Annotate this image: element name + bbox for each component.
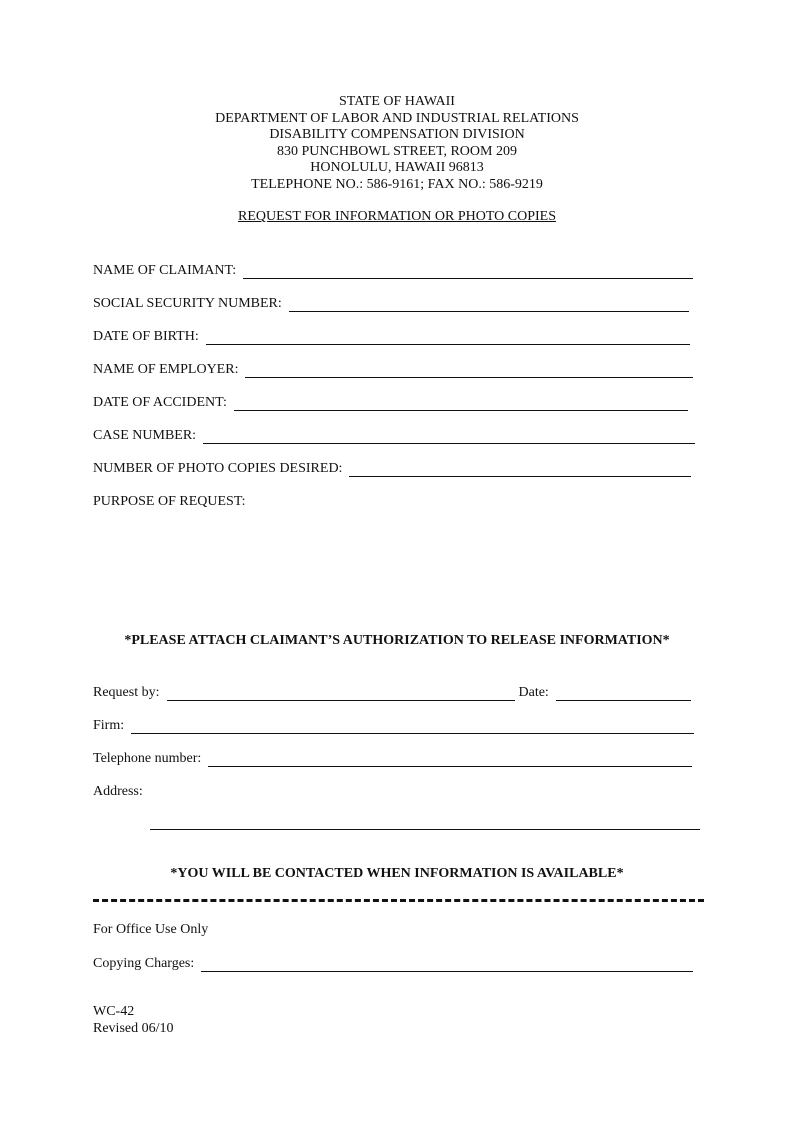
address-label: Address: bbox=[93, 784, 143, 799]
photo-copies-label: NUMBER OF PHOTO COPIES DESIRED: bbox=[93, 461, 343, 476]
contact-notice: *YOU WILL BE CONTACTED WHEN INFORMATION IS AVAILABLE* bbox=[170, 866, 624, 881]
ssn-label: SOCIAL SECURITY NUMBER: bbox=[93, 296, 282, 311]
purpose-row bbox=[93, 493, 246, 510]
photo-copies-row bbox=[93, 460, 691, 477]
address-row bbox=[93, 783, 143, 800]
date-of-birth-label: DATE OF BIRTH: bbox=[93, 329, 199, 344]
date-of-accident-field[interactable] bbox=[234, 396, 688, 411]
name-of-claimant-label: NAME OF CLAIMANT: bbox=[93, 263, 237, 278]
firm-label: Firm: bbox=[93, 718, 125, 733]
firm-row bbox=[93, 717, 694, 734]
case-number-label: CASE NUMBER: bbox=[93, 428, 197, 443]
case-number-row bbox=[93, 427, 695, 444]
date-label: Date: bbox=[518, 685, 549, 700]
header-city: HONOLULU, HAWAII 96813 bbox=[310, 160, 484, 175]
name-of-employer-row bbox=[93, 361, 693, 378]
agency-header bbox=[0, 94, 794, 193]
cut-line-divider bbox=[93, 899, 704, 902]
copying-charges-field[interactable] bbox=[201, 957, 693, 972]
header-street: 830 PUNCHBOWL STREET, ROOM 209 bbox=[277, 143, 517, 159]
name-of-claimant-row bbox=[93, 262, 693, 279]
date-of-birth-field[interactable] bbox=[206, 330, 690, 345]
request-by-row bbox=[93, 684, 691, 701]
ssn-field[interactable] bbox=[289, 297, 689, 312]
address-line-row bbox=[150, 815, 700, 830]
form-id: WC-42 bbox=[93, 1004, 135, 1019]
date-of-accident-label: DATE OF ACCIDENT: bbox=[93, 395, 227, 410]
header-division: DISABILITY COMPENSATION DIVISION bbox=[269, 127, 525, 142]
form-title-text: REQUEST FOR INFORMATION OR PHOTO COPIES bbox=[237, 209, 557, 224]
form-title bbox=[0, 209, 794, 225]
date-of-accident-row bbox=[93, 394, 688, 411]
header-phone-fax: TELEPHONE NO.: 586-9161; FAX NO.: 586-9219 bbox=[251, 176, 543, 192]
name-of-employer-field[interactable] bbox=[245, 363, 693, 378]
telephone-label: Telephone number: bbox=[93, 751, 202, 766]
photo-copies-field[interactable] bbox=[349, 462, 691, 477]
purpose-label: PURPOSE OF REQUEST: bbox=[93, 494, 246, 509]
copying-charges-label: Copying Charges: bbox=[93, 956, 195, 971]
name-of-claimant-field[interactable] bbox=[243, 264, 693, 279]
ssn-row bbox=[93, 295, 689, 312]
name-of-employer-label: NAME OF EMPLOYER: bbox=[93, 362, 239, 377]
revised-date: Revised 06/10 bbox=[93, 1021, 174, 1036]
authorization-notice: *PLEASE ATTACH CLAIMANT’S AUTHORIZATION TO RELEASE INFORMATION* bbox=[124, 633, 670, 648]
request-by-label: Request by: bbox=[93, 685, 160, 700]
firm-field[interactable] bbox=[131, 719, 694, 734]
header-department: DEPARTMENT OF LABOR AND INDUSTRIAL RELATIONS bbox=[215, 110, 579, 126]
telephone-row bbox=[93, 750, 692, 767]
request-by-field[interactable] bbox=[167, 686, 515, 701]
case-number-field[interactable] bbox=[203, 429, 695, 444]
date-field[interactable] bbox=[556, 686, 691, 701]
telephone-field[interactable] bbox=[208, 752, 692, 767]
header-state: STATE OF HAWAII bbox=[339, 94, 455, 109]
date-of-birth-row bbox=[93, 328, 690, 345]
address-field[interactable] bbox=[150, 815, 700, 830]
copying-charges-row bbox=[93, 955, 693, 972]
office-use-heading: For Office Use Only bbox=[93, 922, 209, 937]
